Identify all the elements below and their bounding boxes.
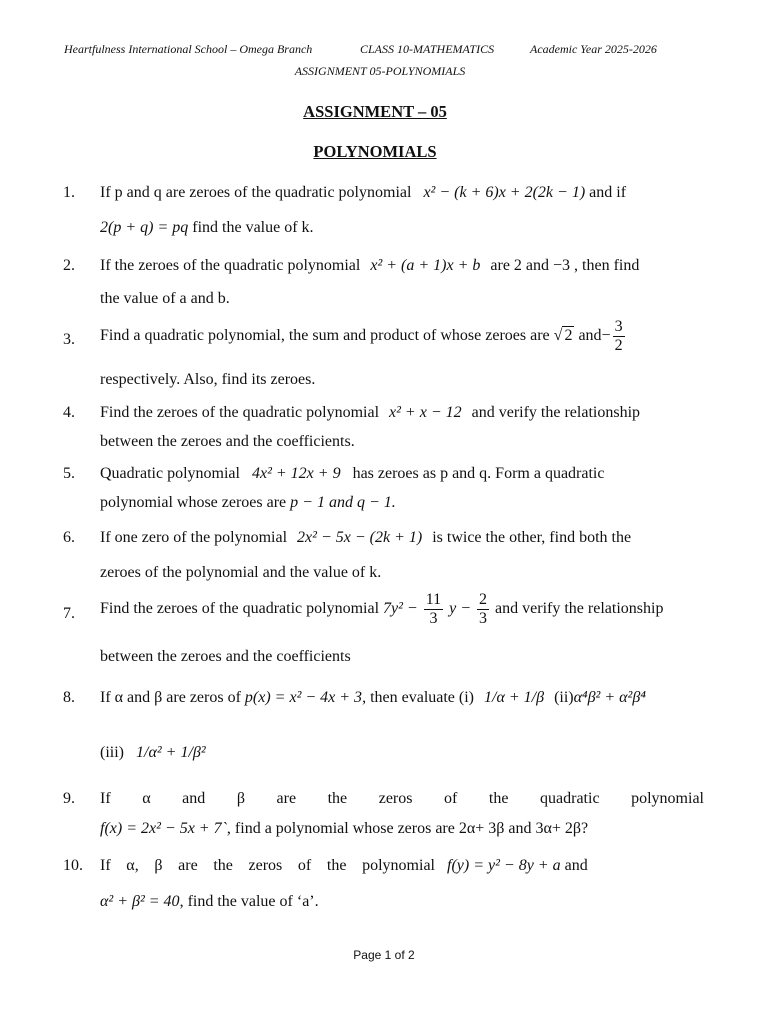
question-number: 7. [63,605,75,622]
part-label: (iii) [100,744,124,761]
math-expression: 1/α + 1/β [484,689,545,706]
question-text: If α and β are zeros of [100,689,241,706]
math-expression: y − [449,600,472,618]
fraction: $\frac{11}{3}$ [425,591,442,627]
question-number: 8. [63,689,75,706]
question-text: the value of a and b. [100,290,230,307]
math-expression: 4x² + 12x + 9 [251,465,341,482]
math-expression: x² − (k + 6)x + 2(2k − 1) [423,184,586,201]
question-text: , find the value of ‘a’. [179,893,319,910]
question-text: respectively. Also, find its zeroes. [100,371,316,388]
question-text: , then evaluate (i) [362,689,475,706]
question-number: 10. [63,857,83,874]
math-expression: 2x² − 5x − (2k + 1) [297,529,423,546]
math-expression: α² + β² = 40 [100,893,180,910]
question-text: and [564,857,588,874]
question-text: Find a quadratic polynomial, the sum and product of whose zeroes are [100,327,550,345]
math-expression: α⁴β² + α²β⁴ [573,689,646,706]
fraction: $\frac{2}{3}$ [479,591,488,627]
question-text: and if [589,184,627,201]
assignment-header: ASSIGNMENT 05-POLYNOMIALS [294,64,466,78]
question-number: 2. [63,257,75,274]
question-text: has zeroes as p and q. Form a quadratic [352,465,605,482]
question-text: are 2 and −3 , then find [490,257,640,274]
math-expression: f(y) = y² − 8y + a [447,857,561,874]
academic-year: Academic Year 2025-2026 [530,42,657,56]
fraction: $\frac{3}{2}$ [614,318,623,354]
math-expression: x² + (a + 1)x + b [370,257,481,274]
question-number: 3. [63,331,75,348]
question-text: and [578,327,602,345]
question-text: , find a polynomial whose zeros are 2α+ 3β and 3α+ 2β? [226,820,589,837]
question-number: 6. [63,529,75,546]
math-expression: 7y² − [383,600,418,618]
part-label: (ii) [554,689,574,706]
question-text: If one zero of the polynomial [100,529,288,546]
question-text: Find the zeroes of the quadratic polynomial [100,404,380,421]
math-expression: 2(p + q) = pq [100,219,189,236]
class-name: CLASS 10-MATHEMATICS [360,42,495,56]
question-text: polynomial whose zeroes are [100,494,287,511]
question-number: 1. [63,184,75,201]
question-number: 5. [63,465,75,482]
math-expression: x² + x − 12 [389,404,462,421]
question-text: between the zeroes and the coefficients [100,648,351,665]
question-text: zeroes of the polynomial and the value of k. [100,564,382,581]
math-expression: p − 1 and q − 1. [290,494,396,511]
page-title: ASSIGNMENT – 05 [303,102,447,121]
math-expression: f(x) = 2x² − 5x + 7` [100,820,227,837]
question-text: If α and β are the zeros of the quadratic polynomial [100,790,704,807]
question-number: 9. [63,790,75,807]
math-expression: p(x) = x² − 4x + 3 [244,689,363,706]
question-text: If the zeroes of the quadratic polynomial [100,257,361,274]
math-expression: 1/α² + 1/β² [136,744,206,761]
question-text: Quadratic polynomial [100,465,240,482]
question-text: is twice the other, find both the [432,529,632,546]
question-number: 4. [63,404,75,421]
question-text: If p and q are zeroes of the quadratic polynomial [100,184,412,201]
question-text: and verify the relationship [471,404,641,421]
question-text: find the value of k. [192,219,314,236]
question-text: and verify the relationship [495,600,664,618]
square-root: √ 2 [553,327,573,345]
question-text: between the zeroes and the coefficients. [100,433,355,450]
question-text: If α, β are the zeros of the polynomial [100,857,435,874]
page-subtitle: POLYNOMIALS [313,142,437,161]
question-text: Find the zeroes of the quadratic polynomial [100,600,380,618]
page-footer: Page 1 of 2 [353,948,415,962]
school-name: Heartfulness International School – Omega Branch [64,42,313,56]
